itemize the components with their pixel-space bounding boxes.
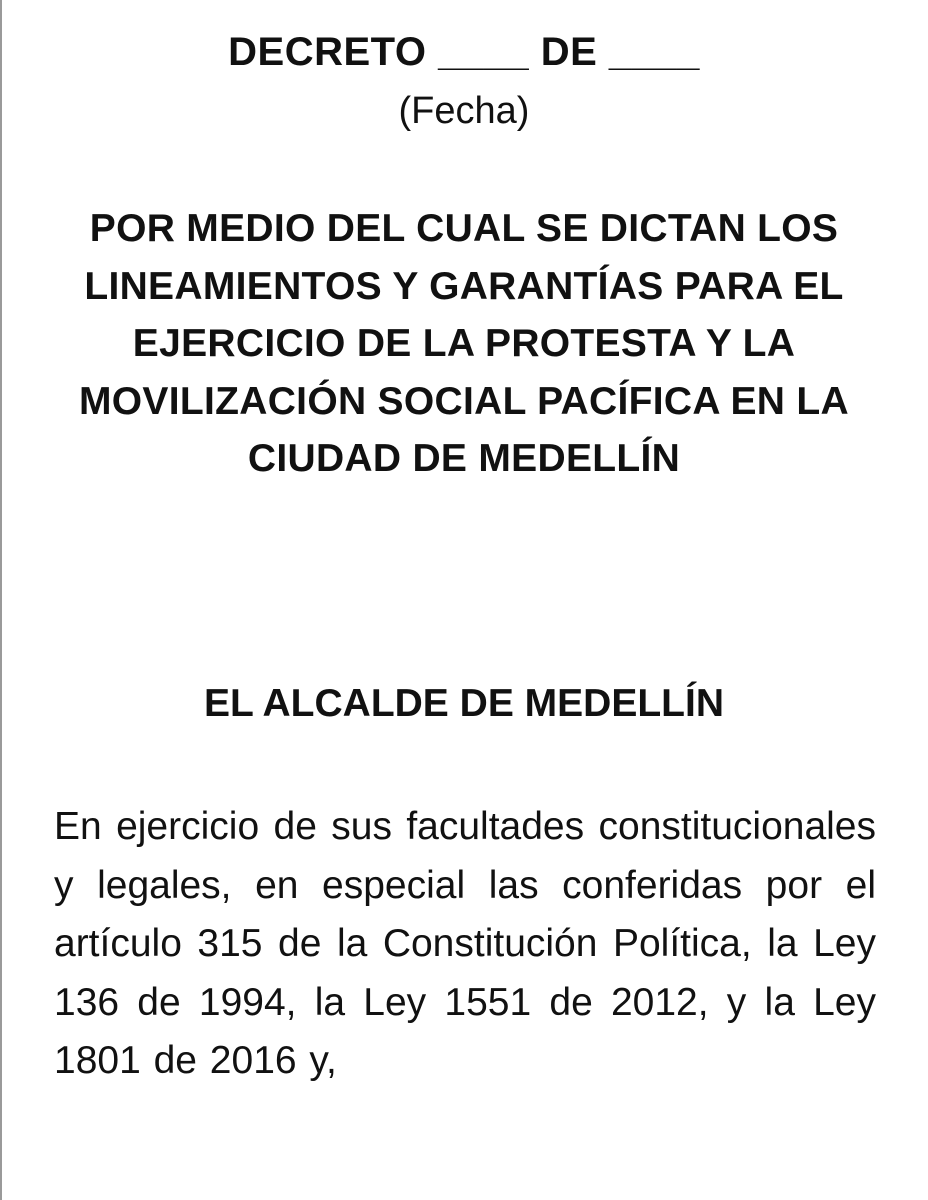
date-label: (Fecha) <box>398 90 530 132</box>
decree-heading: DECRETO ____ DE ____ <box>228 30 700 74</box>
authority-heading: EL ALCALDE DE MEDELLÍN <box>203 682 724 725</box>
decree-title: POR MEDIO DEL CUAL SE DICTAN LOS LINEAMIENTOS Y GARANTÍAS PARA EL EJERCICIO DE LA PROTESTA Y LA MOVILIZACIÓN SOCIAL PACÍFICA EN LA CIUDAD DE MEDELLÍN <box>79 207 849 480</box>
preamble-paragraph: En ejercicio de sus facultades constitucionales y legales, en especial las conferidas por el artículo 315 de la Constitución Política, la Ley 136 de 1994, la Ley 1551 de 2012, y la Ley 1801 de 2016 y, <box>54 805 876 1082</box>
